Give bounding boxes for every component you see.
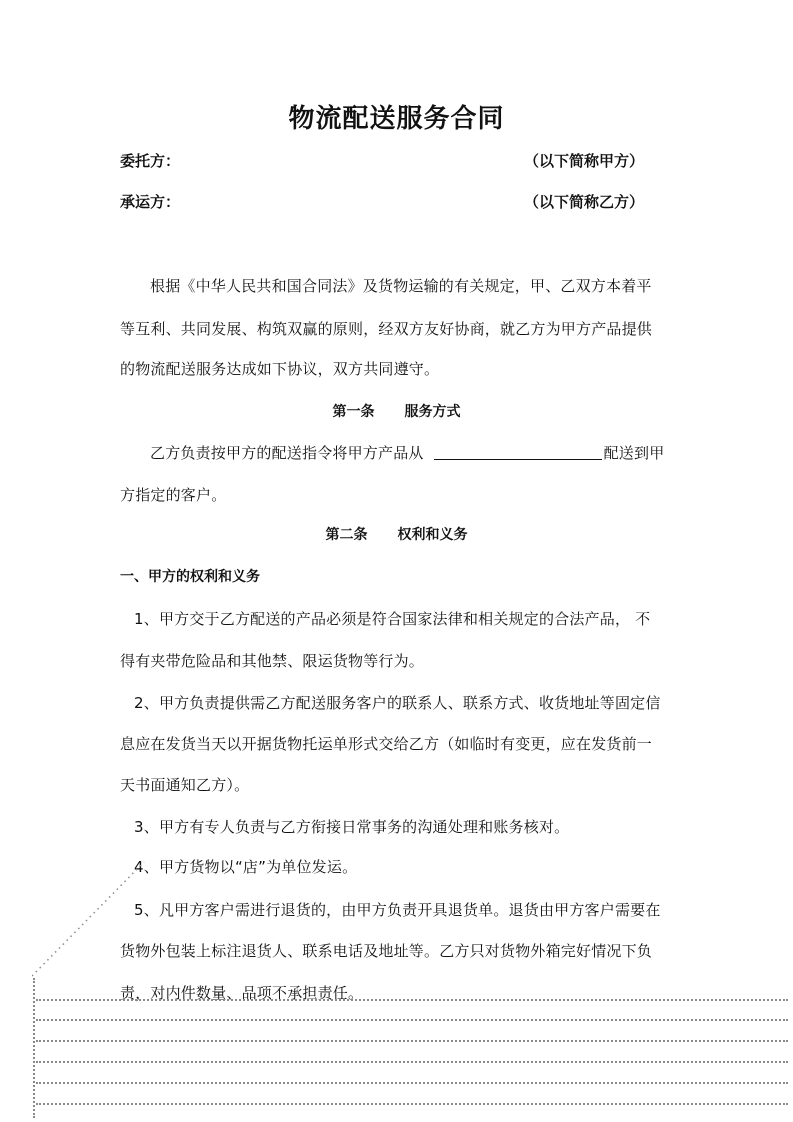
guide-line-5	[36, 1082, 788, 1084]
party-a-note: （以下简称甲方）	[524, 152, 645, 170]
guide-line-3	[36, 1040, 788, 1042]
article-2-number: 第二条	[325, 527, 368, 543]
clause-2-line-3: 天书面通知乙方）。	[120, 776, 250, 794]
preamble-line-1: 根据《中华人民共和国合同法》及货物运输的有关规定，甲、乙双方本着平	[150, 277, 652, 295]
guide-line-1	[36, 999, 788, 1001]
clause-5-line-3: 责，对内件数量、品项不承担责任。	[120, 984, 364, 1002]
clause-1-line-1: 1、甲方交于乙方配送的产品必须是符合国家法律和相关规定的合法产品， 不	[134, 610, 651, 628]
document-title: 物流配送服务合同	[288, 104, 505, 134]
clause-2-line-2: 息应在发货当天以开据货物托运单形式交给乙方（如临时有变更，应在发货前一	[120, 735, 653, 753]
preamble-line-3: 的物流配送服务达成如下协议，双方共同遵守。	[120, 360, 440, 378]
article-1-line-1	[150, 442, 664, 463]
guide-line-4	[36, 1061, 788, 1063]
party-b-note: （以下简称乙方）	[524, 193, 645, 211]
clause-3-line-1: 3、甲方有专人负责与乙方衔接日常事务的沟通处理和账务核对。	[134, 818, 570, 836]
guide-line-2	[36, 1019, 788, 1021]
party-a-label: 委托方：	[120, 152, 181, 170]
preamble-line-2: 等互利、共同发展、构筑双赢的原则，经双方友好协商，就乙方为甲方产品提供	[120, 320, 653, 338]
article-1-line-2: 方指定的客户。	[120, 486, 227, 504]
article-1-text-before: 乙方负责按甲方的配送指令将甲方产品从	[150, 444, 424, 462]
clause-4-line-1: 4、甲方货物以“店”为单位发运。	[134, 858, 358, 876]
clause-2-line-1: 2、甲方负责提供需乙方配送服务客户的联系人、联系方式、收货地址等固定信	[134, 694, 661, 712]
article-2-title: 权利和义务	[397, 527, 468, 543]
clause-5-line-1: 5、凡甲方客户需进行退货的，由甲方负责开具退货单。退货由甲方客户需要在	[134, 901, 661, 919]
clause-5-line-2: 货物外包装上标注退货人、联系电话及地址等。乙方只对货物外箱完好情况下负	[120, 942, 653, 960]
section-a-heading: 一、甲方的权利和义务	[120, 569, 260, 585]
guide-line-6	[36, 1103, 788, 1105]
clause-1-line-2: 得有夹带危险品和其他禁、限运货物等行为。	[120, 652, 425, 670]
article-2-heading	[0, 524, 793, 544]
margin-guide-diagonal	[32, 858, 152, 978]
party-b-label: 承运方：	[120, 193, 181, 211]
article-1-heading	[0, 401, 793, 421]
article-1-title: 服务方式	[404, 404, 461, 420]
origin-blank-field[interactable]	[434, 443, 602, 460]
article-1-text-after: 配送到甲	[603, 444, 665, 462]
article-1-number: 第一条	[332, 404, 375, 420]
margin-guide-vertical	[33, 978, 35, 1118]
